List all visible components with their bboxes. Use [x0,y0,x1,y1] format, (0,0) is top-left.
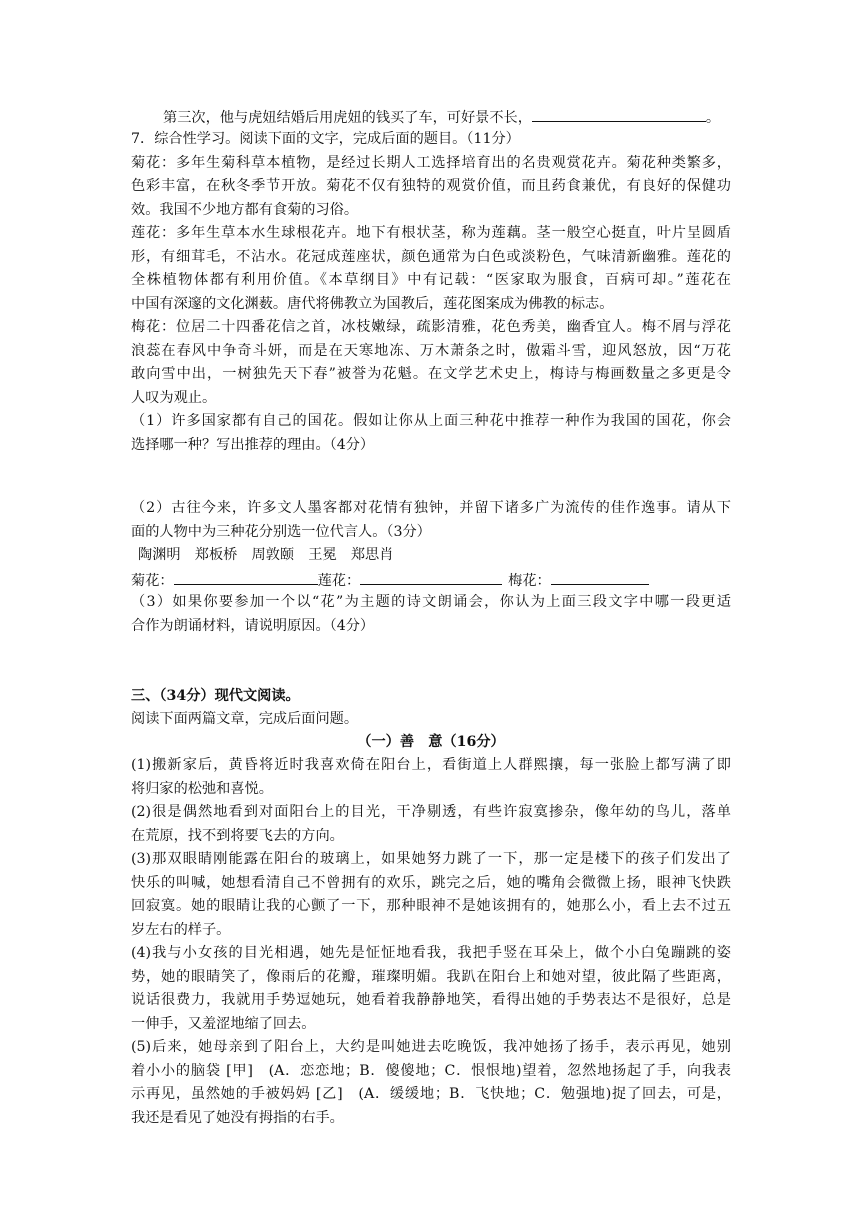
para5-line-3: 示再见，虽然她的手被妈妈 [乙] (A．缓缓地；B．飞快地；C．勉强地)捉了回去，可是， [131,1086,731,1102]
para4-line-1: (4)我与小女孩的目光相遇，她先是怔怔地看我，我把手竖在耳朵上，做个小白兔蹦跳的姿 [131,945,731,961]
q7-sub2-line-2: 面的人物中为三种花分别选一位代言人。（3分） [131,524,431,540]
q7-sub1-line-2: 选择哪一种？写出推荐的理由。（4分） [131,437,375,453]
para4-line-4: 一伸手，又羞涩地缩了回去。 [131,1016,316,1032]
mei-label: 梅花： [508,573,551,589]
q7-ju-line-2: 色彩丰富，在秋冬季节开放。菊花不仅有独特的观赏价值，而且药食兼优，有良好的保健功 [131,178,731,194]
para3-line-4: 岁左右的样子。 [131,922,231,938]
ju-answer-blank[interactable] [174,569,318,585]
para4-line-3: 说话很费力，我就用手势逗她玩，她看着我静静地笑，看得出她的手势表达不是很好，总是 [131,992,731,1008]
lian-label: 莲花： [317,573,361,589]
q7-ju-line-1: 菊花：多年生菊科草本植物，是经过长期人工选择培育出的名贵观赏花卉。菊花种类繁多， [131,155,731,171]
q7-blanks-row [131,569,731,591]
para2-line-1: (2)很是偶然地看到对面阳台上的目光，干净剔透，有些许寂寞掺杂，像年幼的鸟儿，落单 [131,804,731,820]
q7-sub1-line-1: （1）许多国家都有自己的国花。假如让你从上面三种花中推荐一种作为我国的国花，你会 [131,413,731,429]
q7-lian-line-2: 形，有细茸毛，不沾水。花冠成莲座状，颜色通常为白色或淡粉色，气味清新幽雅。莲花的 [131,249,731,265]
para3-line-1: (3)那双眼睛刚能露在阳台的玻璃上，如果她努力跳了一下，那一定是楼下的孩子们发出了 [131,851,731,867]
para4-line-2: 势，她的眼睛笑了，像雨后的花瓣，璀璨明媚。我趴在阳台上和她对望，彼此隔了些距离， [131,969,731,985]
q7-lian-line-3: 全株植物体都有利用价值。《本草纲目》中有记载：“医家取为服食，百病可却。”莲花在 [131,272,731,288]
para5-line-4: 我还是看见了她没有拇指的右手。 [131,1110,344,1126]
q7-lian-line-1: 莲花：多年生草本水生球根花卉。地下有根状茎，称为莲藕。茎一般空心挺直，叶片呈圆盾 [131,225,731,241]
para1-line-2: 将归家的松弛和喜悦。 [131,781,273,797]
q7-ju-line-3: 效。我国不少地方都有食菊的习俗。 [131,202,359,218]
q7-sub2-line-1: （2）古往今来，许多文人墨客都对花情有独钟，并留下诸多广为流传的佳作逸事。请从下 [131,500,731,516]
q7-sub3-line-1: （3）如果你要参加一个以“花”为主题的诗文朗诵会，你认为上面三段文字中哪一段更适 [131,594,731,610]
para3-line-2: 快乐的叫喊，她想看清自己不曾拥有的欢乐，跳完之后，她的嘴角会微微上扬，眼神飞快跌 [131,875,731,891]
q6-text: 第三次，他与虎妞结婚后用虎妞的钱买了车，可好景不长， [163,110,532,126]
mei-answer-blank[interactable] [551,569,649,585]
para5-line-1: (5)后来，她母亲到了阳台上，大约是叫她进去吃晚饭，我冲她扬了扬手，表示再见，她别 [131,1039,731,1055]
section3-heading: 三、（34分）现代文阅读。 [131,688,300,704]
para5-line-2: 着小小的脑袋 [甲] (A．恋恋地；B．傻傻地；C．恨恨地)望着，忽然地扬起了手，向我表 [131,1063,731,1079]
q7-mei-line-3: 敢向雪中出，一树独先天下春”被誉为花魁。在文学艺术史上，梅诗与梅画数量之多更是令 [131,366,731,382]
q7-sub3-line-2: 合作为朗诵材料，请说明原因。（4分） [131,618,375,634]
q6-line [163,106,731,128]
para3-line-3: 回寂寞。她的眼睛让我的心颤了一下，那种眼神不是她该拥有的，她那么小，看上去不过五 [131,898,731,914]
q7-lian-line-4: 中国有深邃的文化渊薮。唐代将佛教立为国教后，莲花图案成为佛教的标志。 [131,296,614,312]
q7-mei-line-4: 人叹为观止。 [131,390,217,406]
q7-title: 7．综合性学习。阅读下面的文字，完成后面的题目。（11分） [131,131,520,147]
q7-mei-line-1: 梅花：位居二十四番花信之首，冰枝嫩绿，疏影清雅，花色秀美，幽香宜人。梅不屑与浮花 [131,319,731,335]
q6-end: 。 [705,110,721,126]
section3-instruction: 阅读下面两篇文章，完成后面问题。 [131,711,359,727]
para2-line-2: 在荒原，找不到将要飞去的方向。 [131,828,344,844]
q7-mei-line-2: 浪蕊在春风中争奇斗妍，而是在天寒地冻、万木萧条之时，傲霜斗雪，迎风怒放，因“万花 [131,343,731,359]
q7-people-list: 陶渊明 郑板桥 周敦颐 王冕 郑思肖 [138,547,394,563]
para1-line-1: (1)搬新家后，黄昏将近时我喜欢倚在阳台上，看街道上人群熙攘，每一张脸上都写满了即 [131,757,731,773]
lian-answer-blank[interactable] [360,569,502,585]
q6-answer-blank[interactable] [532,106,706,122]
ju-label: 菊花： [131,573,174,589]
article-title: （一）善 意（16分） [357,734,505,750]
